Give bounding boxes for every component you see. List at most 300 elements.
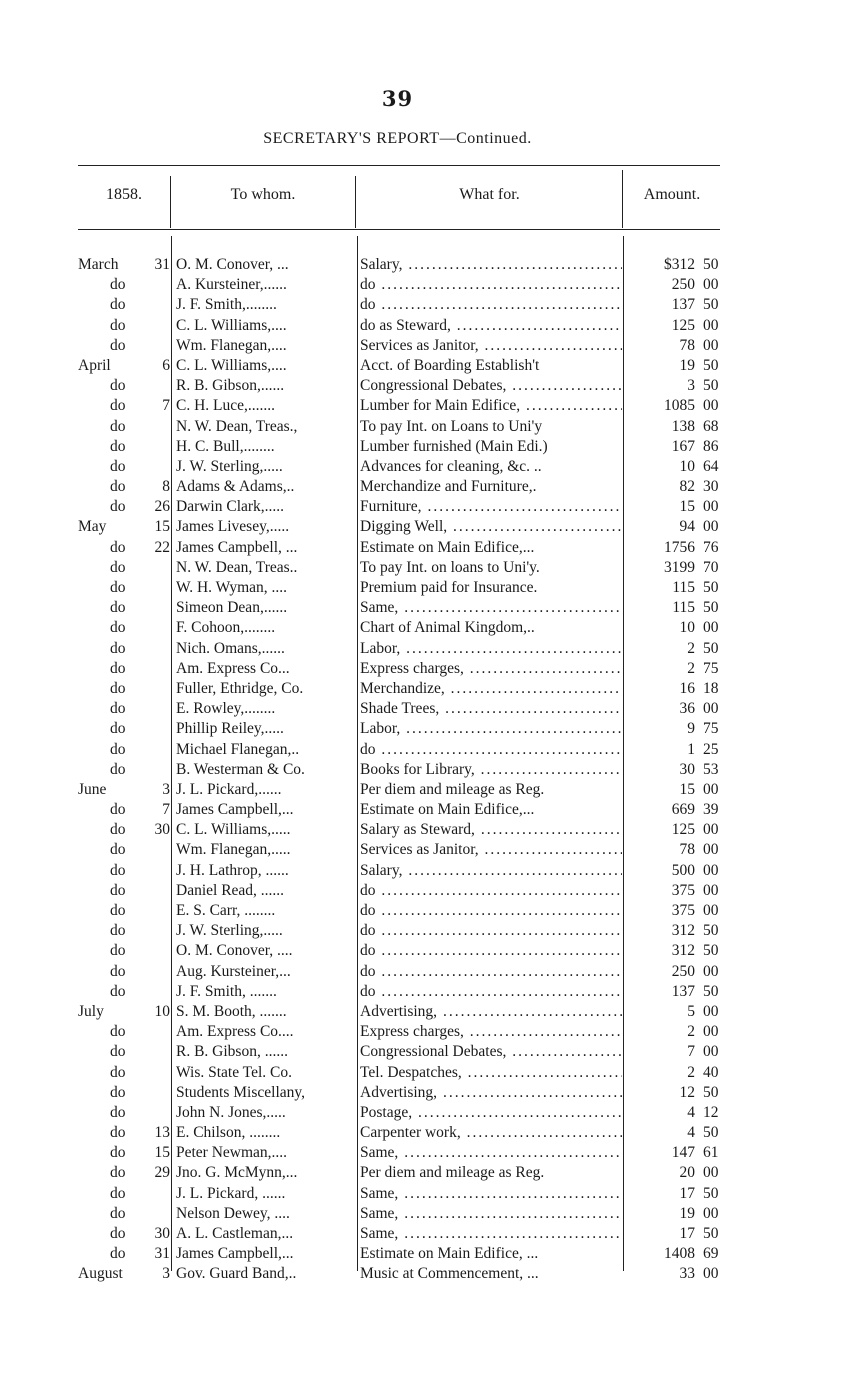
month-cell: do <box>110 1225 126 1242</box>
month-cell: do <box>110 922 126 940</box>
month-cell: do <box>110 1204 126 1222</box>
purpose-cell: Same, ..... <box>360 1184 622 1204</box>
purpose-cell: Carpenter work, ..... <box>360 1123 622 1143</box>
table-row <box>0 417 859 437</box>
amount-cents-cell: 00 <box>703 336 719 354</box>
month-cell: do <box>110 478 126 496</box>
amount-cents-cell: 50 <box>703 256 719 273</box>
purpose-cell: do ..... <box>360 921 622 941</box>
purpose-cell: Books for Library, ..... <box>360 760 622 780</box>
month-cell: do <box>110 841 126 859</box>
amount-cents-cell: 00 <box>703 902 719 919</box>
ledger-table <box>0 255 859 1285</box>
table-row <box>0 719 859 739</box>
month-cell: do <box>110 558 126 576</box>
month-cell: do <box>110 821 126 839</box>
amount-dollars-cell: 2 <box>687 659 695 677</box>
purpose-cell: Same, ..... <box>360 1143 622 1163</box>
column-header-what-for: What for. <box>459 186 520 203</box>
month-cell: do <box>110 1124 126 1142</box>
payee-cell: Fuller, Ethridge, Co. <box>176 679 304 697</box>
purpose-cell: Express charges, ..... <box>360 1022 622 1042</box>
payee-cell: Nich. Omans,...... <box>176 639 285 657</box>
purpose-cell: Premium paid for Insurance. <box>360 579 538 596</box>
purpose-cell: Services as Janitor, ..... <box>360 336 622 356</box>
amount-dollars-cell: 78 <box>679 841 695 859</box>
payee-cell: J. W. Sterling,..... <box>176 457 283 475</box>
amount-cents-cell: 00 <box>703 397 719 415</box>
payee-cell: Jno. G. McMynn,... <box>176 1164 298 1182</box>
amount-cents-cell: 53 <box>703 760 719 778</box>
month-cell: do <box>110 740 126 758</box>
amount-cents-cell: 00 <box>703 1204 719 1222</box>
amount-cents-cell: 18 <box>703 679 719 697</box>
purpose-cell: Salary, ..... <box>360 861 622 881</box>
table-row <box>0 1042 859 1062</box>
table-header-rule <box>78 229 720 230</box>
month-cell: do <box>110 1164 126 1182</box>
purpose-cell: Chart of Animal Kingdom,.. <box>360 619 535 637</box>
amount-dollars-cell: 3199 <box>664 558 695 576</box>
purpose-cell: Same, ..... <box>360 1224 622 1244</box>
payee-cell: John N. Jones,..... <box>176 1103 286 1121</box>
amount-dollars-cell: 312 <box>671 922 695 940</box>
table-row <box>0 538 859 558</box>
amount-dollars-cell: 375 <box>671 902 695 919</box>
payee-cell: A. Kursteiner,...... <box>176 276 287 294</box>
month-cell: do <box>110 1043 126 1061</box>
table-row <box>0 558 859 578</box>
table-row <box>0 356 859 376</box>
table-row <box>0 376 859 396</box>
amount-cents-cell: 50 <box>703 1124 719 1142</box>
amount-cents-cell: 00 <box>703 316 719 334</box>
table-row <box>0 1123 859 1143</box>
payee-cell: C. L. Williams,..... <box>176 821 291 839</box>
purpose-cell: To pay Int. on loans to Uni'y. <box>360 558 540 576</box>
payee-cell: E. Chilson, ........ <box>176 1124 281 1142</box>
month-cell: do <box>110 1023 126 1041</box>
payee-cell: Wm. Flanegan,..... <box>176 841 291 859</box>
table-row <box>0 679 859 699</box>
table-row <box>0 1224 859 1244</box>
month-cell: do <box>110 296 126 314</box>
table-row <box>0 881 859 901</box>
payee-cell: S. M. Booth, ....... <box>176 1002 287 1020</box>
amount-cents-cell: 12 <box>703 1103 719 1121</box>
table-row <box>0 699 859 719</box>
payee-cell: Simeon Dean,...... <box>176 599 288 617</box>
payee-cell: Am. Express Co.... <box>176 1023 294 1041</box>
purpose-cell: do ..... <box>360 740 622 760</box>
table-row <box>0 820 859 840</box>
payee-cell: O. M. Conover, ... <box>176 256 289 273</box>
amount-dollars-cell: 19 <box>679 356 695 374</box>
table-row <box>0 1204 859 1224</box>
column-header-to-whom: To whom. <box>230 186 296 203</box>
month-cell: do <box>110 1063 126 1081</box>
table-row <box>0 962 859 982</box>
purpose-cell: Music at Commencement, ... <box>360 1265 539 1283</box>
month-cell: do <box>110 1103 126 1121</box>
day-cell: 7 <box>162 801 170 819</box>
payee-cell: R. B. Gibson, ...... <box>176 1043 288 1061</box>
amount-dollars-cell: 250 <box>671 962 695 980</box>
column-header-amount: Amount. <box>643 186 701 203</box>
amount-dollars-cell: 669 <box>671 801 695 819</box>
table-row <box>0 800 859 820</box>
payee-cell: J. L. Pickard,...... <box>176 780 282 798</box>
amount-cents-cell: 61 <box>703 1144 719 1162</box>
payee-cell: C. L. Williams,.... <box>176 356 287 374</box>
purpose-cell: Congressional Debates, ..... <box>360 376 622 396</box>
table-row <box>0 255 859 275</box>
amount-dollars-cell: 137 <box>671 982 695 1000</box>
amount-cents-cell: 00 <box>703 962 719 980</box>
month-cell: do <box>110 801 126 819</box>
amount-cents-cell: 86 <box>703 437 719 455</box>
payee-cell: Am. Express Co... <box>176 659 290 677</box>
payee-cell: N. W. Dean, Treas., <box>176 417 298 435</box>
table-row <box>0 517 859 537</box>
purpose-cell: do ..... <box>360 275 622 295</box>
purpose-cell: Furniture, ..... <box>360 497 622 517</box>
month-cell: do <box>110 700 126 718</box>
table-row <box>0 1103 859 1123</box>
day-cell: 15 <box>154 518 170 536</box>
purpose-cell: Labor, ..... <box>360 639 622 659</box>
purpose-cell: Same, ..... <box>360 598 622 618</box>
payee-cell: A. L. Castleman,... <box>176 1225 294 1242</box>
day-cell: 31 <box>154 256 170 273</box>
amount-cents-cell: 00 <box>703 841 719 859</box>
month-cell: do <box>110 377 126 395</box>
amount-cents-cell: 70 <box>703 558 719 576</box>
month-cell: do <box>110 538 126 556</box>
payee-cell: Adams & Adams,.. <box>176 478 295 496</box>
table-row <box>0 1022 859 1042</box>
table-row <box>0 316 859 336</box>
payee-cell: J. H. Lathrop, ...... <box>176 861 289 879</box>
amount-dollars-cell: 167 <box>671 437 695 455</box>
table-row <box>0 396 859 416</box>
purpose-cell: Acct. of Boarding Establish't <box>360 356 540 374</box>
day-cell: 3 <box>162 780 170 798</box>
day-cell: 22 <box>154 538 170 556</box>
header-divider <box>170 176 171 228</box>
table-row <box>0 618 859 638</box>
purpose-cell: Merchandize and Furniture,. <box>360 478 537 496</box>
amount-cents-cell: 00 <box>703 780 719 798</box>
month-cell: do <box>110 276 126 294</box>
amount-cents-cell: 00 <box>703 498 719 516</box>
table-row <box>0 497 859 517</box>
month-cell: do <box>110 760 126 778</box>
purpose-cell: Estimate on Main Edifice, ... <box>360 1245 539 1263</box>
amount-dollars-cell: 5 <box>687 1002 695 1020</box>
amount-cents-cell: 50 <box>703 942 719 960</box>
table-row <box>0 982 859 1002</box>
amount-cents-cell: 50 <box>703 1083 719 1101</box>
amount-cents-cell: 00 <box>703 1023 719 1041</box>
table-row <box>0 901 859 921</box>
table-row <box>0 598 859 618</box>
amount-dollars-cell: 78 <box>679 336 695 354</box>
payee-cell: Daniel Read, ...... <box>176 881 285 899</box>
amount-cents-cell: 50 <box>703 579 719 596</box>
table-row <box>0 740 859 760</box>
purpose-cell: Same, ..... <box>360 1204 622 1224</box>
amount-dollars-cell: 250 <box>671 276 695 294</box>
purpose-cell: To pay Int. on Loans to Uni'y <box>360 417 543 435</box>
amount-dollars-cell: 375 <box>671 881 695 899</box>
payee-cell: Wis. State Tel. Co. <box>176 1063 292 1081</box>
purpose-cell: Salary as Steward, ..... <box>360 820 622 840</box>
month-cell: April <box>78 356 111 374</box>
amount-dollars-cell: 30 <box>679 760 695 778</box>
amount-dollars-cell: 1 <box>687 740 695 758</box>
day-cell: 31 <box>154 1245 170 1263</box>
amount-dollars-cell: 9 <box>687 720 695 738</box>
payee-cell: James Campbell, ... <box>176 538 298 556</box>
table-row <box>0 295 859 315</box>
day-cell: 30 <box>154 1225 170 1242</box>
header-divider <box>355 176 356 228</box>
amount-cents-cell: 00 <box>703 1002 719 1020</box>
payee-cell: R. B. Gibson,...... <box>176 377 285 395</box>
table-row <box>0 1002 859 1022</box>
month-cell: do <box>110 902 126 919</box>
payee-cell: B. Westerman & Co. <box>176 760 305 778</box>
purpose-cell: Advances for cleaning, &c. .. <box>360 457 542 475</box>
payee-cell: F. Cohoon,........ <box>176 619 276 637</box>
amount-cents-cell: 00 <box>703 1164 719 1182</box>
purpose-cell: Congressional Debates, ..... <box>360 1042 622 1062</box>
table-row <box>0 840 859 860</box>
purpose-cell: Shade Trees, ..... <box>360 699 622 719</box>
purpose-cell: do ..... <box>360 982 622 1002</box>
amount-cents-cell: 30 <box>703 478 719 496</box>
payee-cell: C. H. Luce,....... <box>176 397 276 415</box>
month-cell: July <box>78 1002 104 1020</box>
table-row <box>0 780 859 800</box>
amount-dollars-cell: 312 <box>671 942 695 960</box>
table-row <box>0 1244 859 1264</box>
column-header-year: 1858. <box>106 186 142 203</box>
purpose-cell: do ..... <box>360 962 622 982</box>
payee-cell: Peter Newman,.... <box>176 1144 288 1162</box>
amount-dollars-cell: 20 <box>679 1164 695 1182</box>
amount-dollars-cell: 115 <box>672 599 695 617</box>
purpose-cell: Per diem and mileage as Reg. <box>360 1164 545 1182</box>
amount-cents-cell: 50 <box>703 599 719 617</box>
amount-dollars-cell: 94 <box>679 518 695 536</box>
amount-dollars-cell: 125 <box>671 316 695 334</box>
month-cell: do <box>110 498 126 516</box>
month-cell: do <box>110 619 126 637</box>
payee-cell: E. Rowley,........ <box>176 700 276 718</box>
amount-dollars-cell: 33 <box>679 1265 695 1283</box>
page-number: 39 <box>381 86 414 111</box>
payee-cell: Darwin Clark,..... <box>176 498 285 516</box>
month-cell: do <box>110 417 126 435</box>
amount-dollars-cell: 137 <box>671 296 695 314</box>
payee-cell: James Campbell,... <box>176 1245 294 1263</box>
month-cell: do <box>110 962 126 980</box>
purpose-cell: Services as Janitor, ..... <box>360 840 622 860</box>
payee-cell: J. F. Smith, ....... <box>176 982 277 1000</box>
month-cell: do <box>110 881 126 899</box>
payee-cell: J. W. Sterling,..... <box>176 922 283 940</box>
payee-cell: N. W. Dean, Treas.. <box>176 558 298 576</box>
amount-cents-cell: 75 <box>703 720 719 738</box>
month-cell: March <box>78 256 119 273</box>
amount-cents-cell: 75 <box>703 659 719 677</box>
amount-dollars-cell: 1408 <box>664 1245 695 1263</box>
purpose-cell: Express charges, ..... <box>360 659 622 679</box>
day-cell: 26 <box>154 498 170 516</box>
amount-dollars-cell: 3 <box>687 377 695 395</box>
amount-cents-cell: 50 <box>703 982 719 1000</box>
table-row <box>0 1063 859 1083</box>
purpose-cell: Merchandize, ..... <box>360 679 622 699</box>
amount-dollars-cell: 12 <box>679 1083 695 1101</box>
amount-cents-cell: 00 <box>703 518 719 536</box>
amount-cents-cell: 68 <box>703 417 719 435</box>
page-title: SECRETARY'S REPORT—Continued. <box>263 130 532 147</box>
day-cell: 8 <box>162 478 170 496</box>
purpose-cell: do as Steward, ..... <box>360 316 622 336</box>
payee-cell: Students Miscellany, <box>176 1083 306 1101</box>
purpose-cell: Labor, ..... <box>360 719 622 739</box>
amount-cents-cell: 40 <box>703 1063 719 1081</box>
payee-cell: J. L. Pickard, ...... <box>176 1184 286 1202</box>
payee-cell: James Campbell,... <box>176 801 294 819</box>
month-cell: do <box>110 316 126 334</box>
payee-cell: C. L. Williams,.... <box>176 316 287 334</box>
table-row <box>0 1083 859 1103</box>
purpose-cell: Lumber furnished (Main Edi.) <box>360 437 548 455</box>
month-cell: do <box>110 1083 126 1101</box>
amount-dollars-cell: 1085 <box>664 397 695 415</box>
payee-cell: J. F. Smith,........ <box>176 296 277 314</box>
amount-cents-cell: 39 <box>703 801 719 819</box>
amount-dollars-cell: 2 <box>687 1063 695 1081</box>
purpose-cell: Advertising, ..... <box>360 1083 622 1103</box>
purpose-cell: Estimate on Main Edifice,... <box>360 538 535 556</box>
day-cell: 30 <box>154 821 170 839</box>
amount-cents-cell: 00 <box>703 861 719 879</box>
purpose-cell: Tel. Despatches, ..... <box>360 1063 622 1083</box>
table-row <box>0 336 859 356</box>
amount-cents-cell: 64 <box>703 457 719 475</box>
amount-dollars-cell: $312 <box>664 256 695 273</box>
amount-dollars-cell: 138 <box>671 417 695 435</box>
month-cell: do <box>110 599 126 617</box>
amount-cents-cell: 50 <box>703 922 719 940</box>
purpose-cell: Digging Well, ..... <box>360 517 622 537</box>
amount-cents-cell: 50 <box>703 377 719 395</box>
day-cell: 3 <box>162 1265 170 1283</box>
month-cell: do <box>110 397 126 415</box>
table-row <box>0 760 859 780</box>
month-cell: do <box>110 942 126 960</box>
amount-cents-cell: 00 <box>703 1265 719 1283</box>
amount-cents-cell: 00 <box>703 881 719 899</box>
table-row <box>0 437 859 457</box>
amount-dollars-cell: 82 <box>679 478 695 496</box>
amount-cents-cell: 50 <box>703 1184 719 1202</box>
amount-cents-cell: 25 <box>703 740 719 758</box>
month-cell: do <box>110 720 126 738</box>
payee-cell: Wm. Flanegan,.... <box>176 336 287 354</box>
amount-cents-cell: 50 <box>703 356 719 374</box>
amount-dollars-cell: 2 <box>687 1023 695 1041</box>
amount-dollars-cell: 15 <box>679 780 695 798</box>
purpose-cell: Per diem and mileage as Reg. <box>360 780 545 798</box>
table-row <box>0 1264 859 1284</box>
amount-cents-cell: 00 <box>703 1043 719 1061</box>
purpose-cell: Advertising, ..... <box>360 1002 622 1022</box>
day-cell: 13 <box>154 1124 170 1142</box>
payee-cell: O. M. Conover, .... <box>176 942 293 960</box>
purpose-cell: Postage, ..... <box>360 1103 622 1123</box>
month-cell: do <box>110 639 126 657</box>
table-row <box>0 457 859 477</box>
purpose-cell: Estimate on Main Edifice,... <box>360 801 535 819</box>
payee-cell: Michael Flanegan,.. <box>176 740 300 758</box>
day-cell: 6 <box>162 356 170 374</box>
amount-dollars-cell: 4 <box>687 1103 695 1121</box>
month-cell: do <box>110 457 126 475</box>
day-cell: 7 <box>162 397 170 415</box>
purpose-cell: do ..... <box>360 881 622 901</box>
payee-cell: Nelson Dewey, .... <box>176 1204 290 1222</box>
table-row <box>0 1184 859 1204</box>
amount-dollars-cell: 500 <box>671 861 695 879</box>
amount-dollars-cell: 15 <box>679 498 695 516</box>
amount-dollars-cell: 4 <box>687 1124 695 1142</box>
month-cell: August <box>78 1265 123 1283</box>
purpose-cell: do ..... <box>360 901 622 921</box>
header-divider <box>622 170 623 228</box>
month-cell: do <box>110 659 126 677</box>
amount-cents-cell: 50 <box>703 296 719 314</box>
table-row <box>0 639 859 659</box>
amount-dollars-cell: 125 <box>671 821 695 839</box>
amount-dollars-cell: 2 <box>687 639 695 657</box>
month-cell: do <box>110 679 126 697</box>
amount-cents-cell: 76 <box>703 538 719 556</box>
payee-cell: Phillip Reiley,..... <box>176 720 284 738</box>
amount-dollars-cell: 17 <box>679 1184 695 1202</box>
amount-cents-cell: 50 <box>703 1225 719 1242</box>
amount-dollars-cell: 147 <box>671 1144 695 1162</box>
amount-cents-cell: 00 <box>703 700 719 718</box>
day-cell: 15 <box>154 1144 170 1162</box>
amount-dollars-cell: 16 <box>679 679 695 697</box>
amount-dollars-cell: 10 <box>679 619 695 637</box>
amount-dollars-cell: 19 <box>679 1204 695 1222</box>
purpose-cell: Lumber for Main Edifice, ..... <box>360 396 622 416</box>
amount-cents-cell: 00 <box>703 821 719 839</box>
amount-dollars-cell: 1756 <box>664 538 695 556</box>
payee-cell: Gov. Guard Band,.. <box>176 1265 297 1283</box>
table-row <box>0 578 859 598</box>
payee-cell: James Livesey,..... <box>176 518 290 536</box>
month-cell: do <box>110 1245 126 1263</box>
payee-cell: E. S. Carr, ........ <box>176 902 276 919</box>
